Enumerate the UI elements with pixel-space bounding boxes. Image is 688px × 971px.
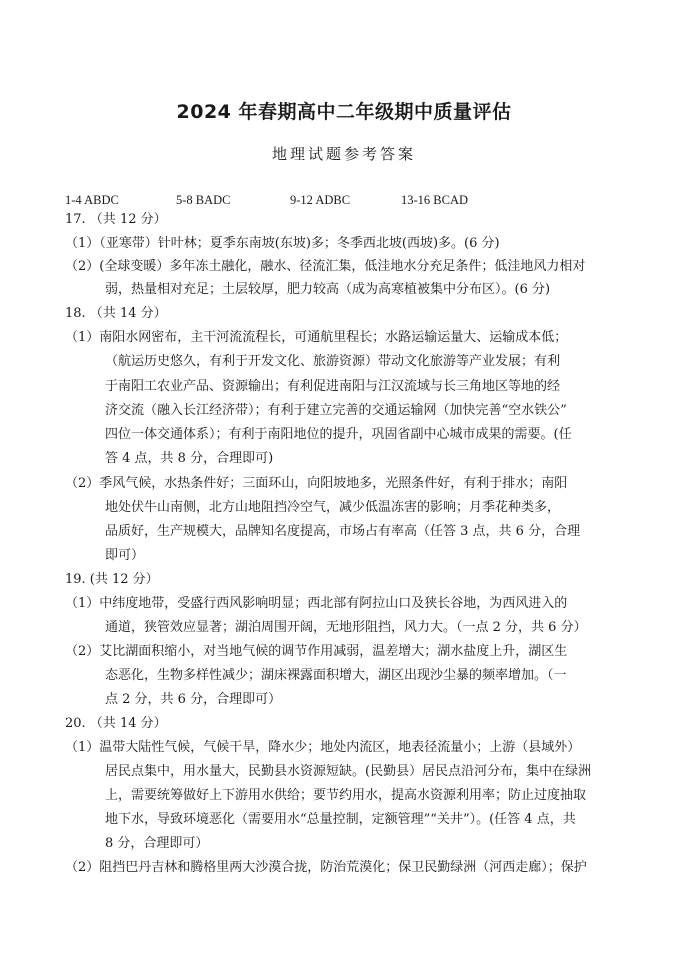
answer-line: 于南阳工农业产品、资源输出；有利促进南阳与江汉流域与长三角地区等地的经	[105, 379, 561, 394]
answer-line: 四位一体交通体系）；有利于南阳地位的提升，巩固省副中心城市成果的需要。(任	[105, 427, 572, 442]
choice-answer-group: 13-16 BCAD	[401, 193, 469, 207]
answer-line: 8 分，合理即可）	[105, 836, 209, 851]
answer-line: 济交流（融入长江经济带）；有利于建立完善的交通运输网（加快完善“空水铁公”	[105, 403, 567, 418]
question-heading: 17. （共 12 分）	[65, 212, 167, 227]
answer-line: 点 2 分，共 6 分，合理即可）	[105, 692, 282, 707]
choice-answer-group: 5-8 BADC	[176, 193, 231, 207]
answer-line: （2）阻挡巴丹吉林和腾格里两大沙漠合拢，防治荒漠化；保卫民勤绿洲（河西走廊）；保护	[65, 860, 587, 875]
question-heading: 18. （共 14 分）	[65, 306, 167, 321]
page-title: 2024 年春期高中二年级期中质量评估	[176, 101, 512, 123]
answer-line: （航运历史悠久，有利于开发文化、旅游资源）带动文化旅游等产业发展；有利	[105, 354, 561, 369]
question-heading: 20. （共 14 分）	[65, 716, 167, 731]
answer-line: 地处伏牛山南侧，北方山地阻挡冷空气，减少低温冻害的影响；月季花种类多，	[105, 500, 561, 515]
answer-line: （2）季风气候，水热条件好；三面环山，向阳坡地多，光照条件好，有利于排水；南阳	[65, 476, 568, 491]
page-subtitle: 地理试题参考答案	[271, 145, 416, 163]
answer-line: 居民点集中，用水量大，民勤县水资源短缺。(民勤县）居民点沿河分布，集中在绿洲	[105, 764, 592, 779]
answer-line: 地下水，导致环境恶化（需要用水“总量控制，定额管理”“关井”）。(任答 4 点，共	[105, 812, 576, 827]
answer-line: 弱，热量相对充足；土层较厚，肥力较高（成为高寒植被集中分布区）。(6 分)	[105, 282, 551, 297]
answer-line: （2）艾比湖面积缩小，对当地气候的调节作用减弱，温差增大；湖水盐度上升，湖区生	[65, 644, 568, 659]
choice-answer-group: 1-4 ABDC	[65, 193, 119, 207]
answer-line: （1）南阳水网密布，主干河流流程长，可通航里程长；水路运输运量大、运输成本低；	[65, 330, 568, 345]
answer-line: 即可）	[105, 548, 145, 563]
answer-line: （2）(全球变暖）多年冻土融化，融水、径流汇集，低洼地水分充足条件；低洼地风力相对	[65, 259, 586, 274]
choice-answer-group: 9-12 ADBC	[290, 193, 351, 207]
answer-line: （1）温带大陆性气候，气候干旱，降水少；地处内流区，地表径流量小；上游（县域外）	[65, 740, 581, 755]
answer-line: （1）（亚寒带）针叶林；夏季东南坡(东坡)多；冬季西北坡(西坡)多。(6 分)	[65, 236, 500, 251]
answer-line: 态恶化，生物多样性减少；湖床裸露面积增大，湖区出现沙尘暴的频率增加。（一	[105, 668, 567, 683]
answer-line: 上，需要统筹做好上下游用水供给；要节约用水，提高水资源利用率；防止过度抽取	[105, 788, 587, 803]
question-heading: 19. (共 12 分）	[65, 572, 159, 587]
answer-line: （1）中纬度地带，受盛行西风影响明显；西北部有阿拉山口及狭长谷地，为西风进入的	[65, 596, 568, 611]
answer-line: 品质好，生产规模大，品牌知名度提高，市场占有率高（任答 3 点，共 6 分，合理	[105, 524, 581, 539]
answer-line: 通道，狭管效应显著；湖泊周围开阔，无地形阻挡，风力大。（一点 2 分，共 6 分）	[105, 620, 587, 635]
answer-line: 答 4 点，共 8 分，合理即可)	[105, 451, 274, 466]
